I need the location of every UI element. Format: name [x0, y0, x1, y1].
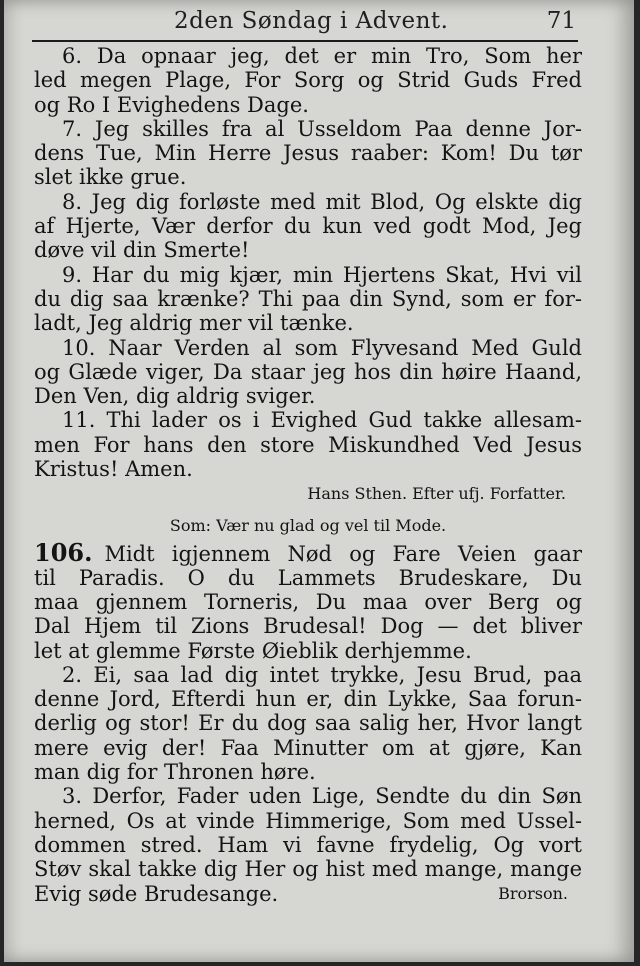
page-number: 71	[546, 8, 576, 34]
text-line: led megen Plage, For Sorg og Strid Guds Fred	[34, 68, 582, 93]
running-title: 2den Søndag i Advent.	[174, 8, 449, 34]
text-line	[34, 541, 582, 565]
text-line: 9. Har du mig kjær, min Hjertens Skat, Hvi vil	[62, 262, 582, 287]
text-line: 7. Jeg skilles fra al Usseldom Paa denne Jor-	[62, 116, 582, 141]
stanza-9	[34, 263, 582, 336]
text-line: til Paradis. O du Lammets Brudeskare, Du	[34, 565, 582, 590]
text-line: 2. Ei, saa lad dig intet trykke, Jesu Brud, paa	[62, 662, 582, 687]
text-line: 8. Jeg dig forløste med mit Blod, Og elskte dig	[62, 189, 582, 214]
text-line: man dig for Thronen høre.	[34, 760, 316, 785]
text-line: Kristus! Amen.	[34, 457, 193, 482]
book-page	[4, 0, 634, 962]
text-line: mere evig der! Faa Minutter om at gjøre, Kan	[34, 735, 582, 760]
stanza-11	[34, 408, 582, 481]
text-line: Den Ven, dig aldrig sviger.	[34, 384, 316, 409]
page-body	[34, 44, 582, 906]
text-line	[34, 882, 582, 906]
text-line: denne Jord, Efterdi hun er, din Lykke, Saa forun-	[34, 687, 582, 712]
stanza-7	[34, 117, 582, 190]
text-line: 6. Da opnaar jeg, det er min Tro, Som her	[62, 44, 582, 68]
stanza-8	[34, 190, 582, 263]
text-line: dens Tue, Min Herre Jesus raaber: Kom! Du tør	[34, 141, 582, 166]
text-line: og Ro I Evighedens Dage.	[34, 92, 309, 117]
text-line: og Glæde viger, Da staar jeg hos din høire Haand,	[34, 359, 582, 384]
text-line: 3. Derfor, Fader uden Lige, Sendte du din Søn	[62, 784, 582, 809]
hymn-attribution: Hans Sthen. Efter ufj. Forfatter.	[307, 484, 566, 504]
text-line: derlig og stor! Er du dog saa salig her, Hvor langt	[34, 711, 582, 736]
text-line: 11. Thi lader os i Evighed Gud takke allesam-	[62, 408, 582, 433]
text-line: 10. Naar Verden al som Flyvesand Med Guld	[62, 335, 582, 360]
stanza-10	[34, 336, 582, 409]
hymn-106-stanza-1	[34, 541, 582, 662]
text-line: du dig saa krænke? Thi paa din Synd, som er for-	[34, 286, 582, 311]
text-line: let at glemme Første Øieblik derhjemme.	[34, 638, 472, 663]
page-header	[32, 2, 578, 42]
hymn-first-line: Midt igjennem Nød og Fare Veien gaar	[104, 542, 582, 566]
hymn-number: 106.	[34, 541, 93, 566]
text-line: af Hjerte, Vær derfor du kun ved godt Mod, Jeg	[34, 214, 582, 239]
hymn-106-stanza-3	[34, 784, 582, 905]
text-line: ladt, Jeg aldrig mer vil tænke.	[34, 311, 354, 336]
text-line: døve vil din Smerte!	[34, 238, 250, 263]
closing-line: Evig søde Brudesange.	[34, 881, 279, 906]
hymn-106-stanza-2	[34, 663, 582, 784]
text-line: Støv skal takke dig Her og hist med mange, mange	[34, 857, 582, 882]
text-line: slet ikke grue.	[34, 165, 187, 190]
melody-note: Som: Vær nu glad og vel til Mode.	[169, 516, 447, 536]
text-line: dommen stred. Ham vi favne frydelig, Og vort	[34, 832, 582, 857]
hymn-author: Brorson.	[498, 883, 568, 903]
text-line: herned, Os at vinde Himmerige, Som med Ussel-	[34, 808, 582, 833]
stanza-6	[34, 44, 582, 117]
text-line: maa gjennem Torneris, Du maa over Berg og	[34, 589, 582, 614]
text-line: Dal Hjem til Zions Brudesal! Dog — det bliver	[34, 614, 582, 639]
text-line: men For hans den store Miskundhed Ved Jesus	[34, 432, 582, 457]
